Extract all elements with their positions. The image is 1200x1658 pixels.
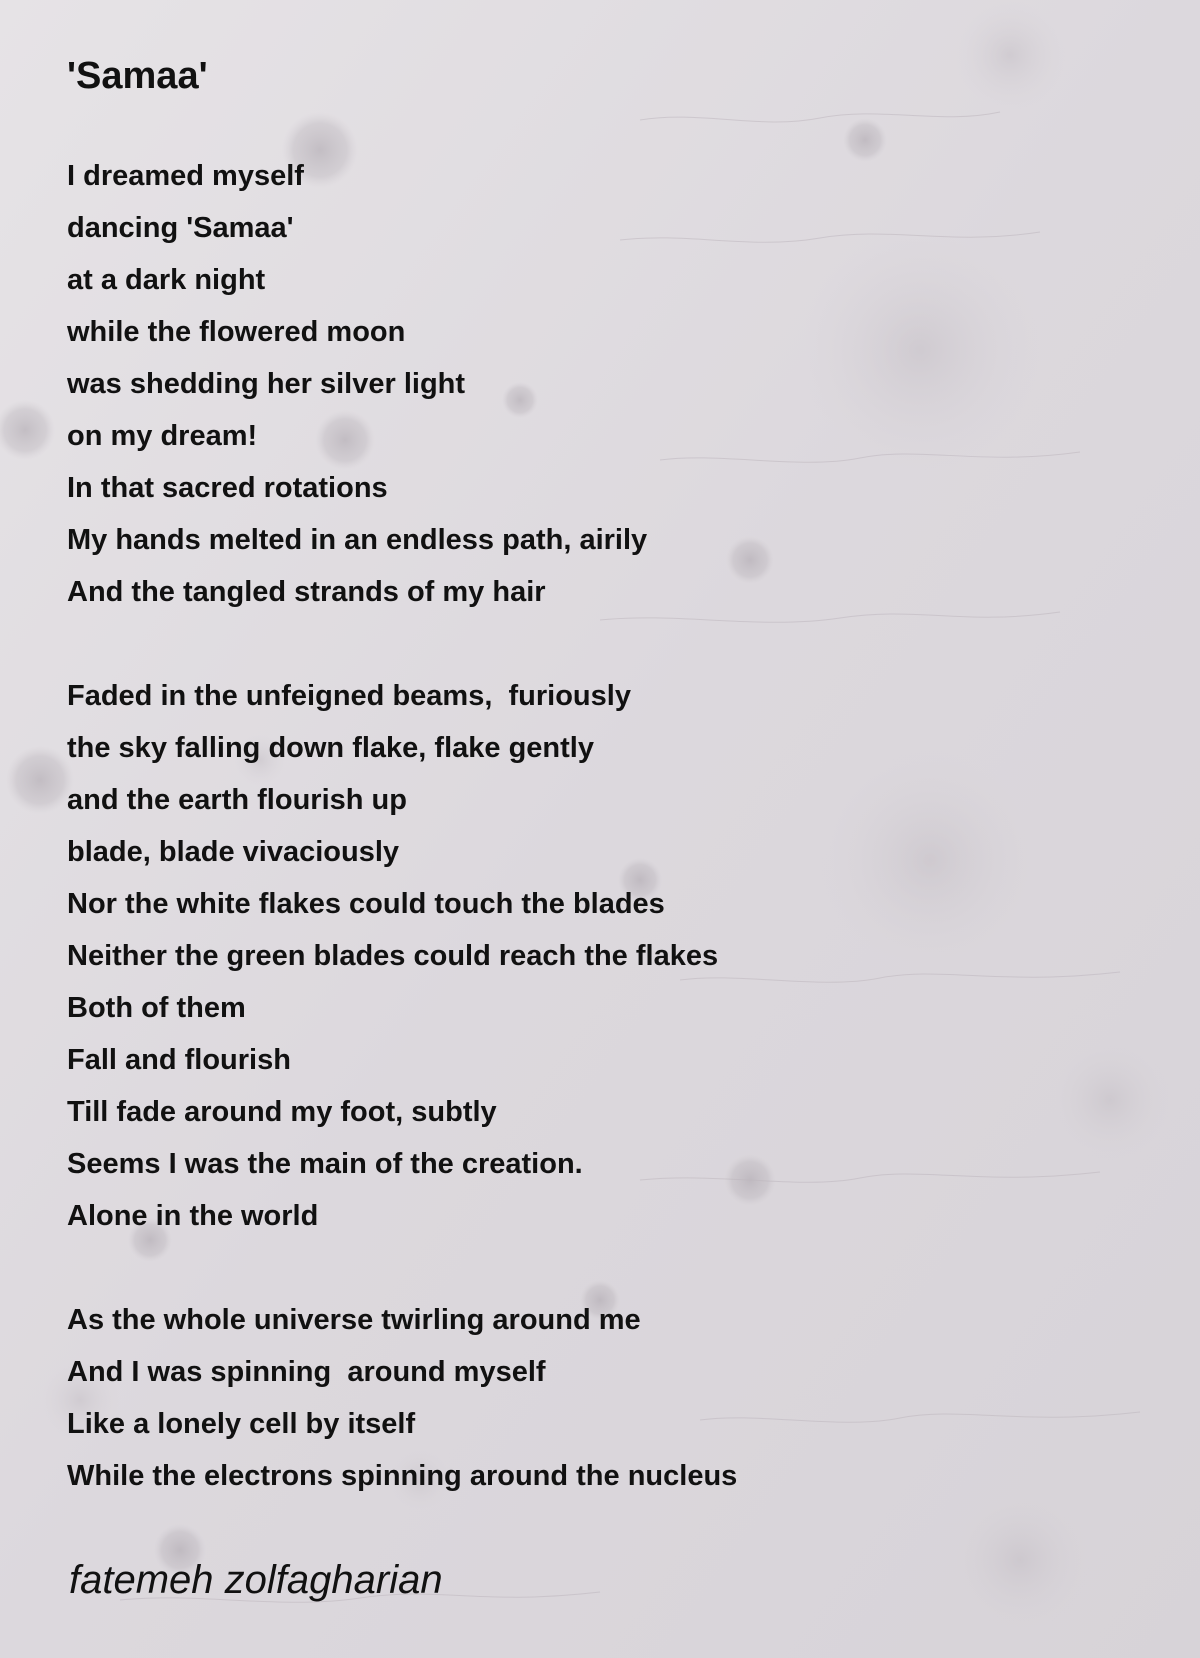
poem-line: the sky falling down flake, flake gently — [67, 732, 594, 764]
poem-line: While the electrons spinning around the nucleus — [67, 1460, 738, 1492]
poem-line: dancing 'Samaa' — [67, 212, 294, 244]
poem-line: and the earth flourish up — [67, 784, 407, 816]
poem-line: Both of them — [67, 992, 246, 1024]
poem-author: fatemeh zolfagharian — [69, 1558, 443, 1602]
poem-line: was shedding her silver light — [67, 368, 466, 400]
poem-line: Neither the green blades could reach the flakes — [67, 940, 719, 972]
poem-line: Nor the white flakes could touch the blades — [67, 888, 665, 920]
poem-line: Like a lonely cell by itself — [67, 1408, 416, 1440]
stanza-2 — [67, 670, 737, 1242]
poem-body — [67, 150, 737, 1502]
poem-line: Faded in the unfeigned beams, furiously — [67, 680, 631, 712]
poem-line: My hands melted in an endless path, airily — [67, 524, 648, 556]
poem-line: In that sacred rotations — [67, 472, 388, 504]
poem-line: And the tangled strands of my hair — [67, 576, 546, 608]
poem-line: on my dream! — [67, 420, 258, 452]
poem-line: I dreamed myself — [67, 160, 304, 192]
stanza-3 — [67, 1294, 737, 1502]
poem-line: blade, blade vivaciously — [67, 836, 400, 868]
poem-line: Fall and flourish — [67, 1044, 291, 1076]
poem-line: Till fade around my foot, subtly — [67, 1096, 497, 1128]
poem-line: And I was spinning around myself — [67, 1356, 546, 1388]
poem-line: while the flowered moon — [67, 316, 406, 348]
poem-line: Seems I was the main of the creation. — [67, 1148, 583, 1180]
poem-line: at a dark night — [67, 264, 266, 296]
poem-line: Alone in the world — [67, 1200, 319, 1232]
poem-title: 'Samaa' — [67, 55, 208, 97]
stanza-1 — [67, 150, 737, 618]
poem-line: As the whole universe twirling around me — [67, 1304, 641, 1336]
